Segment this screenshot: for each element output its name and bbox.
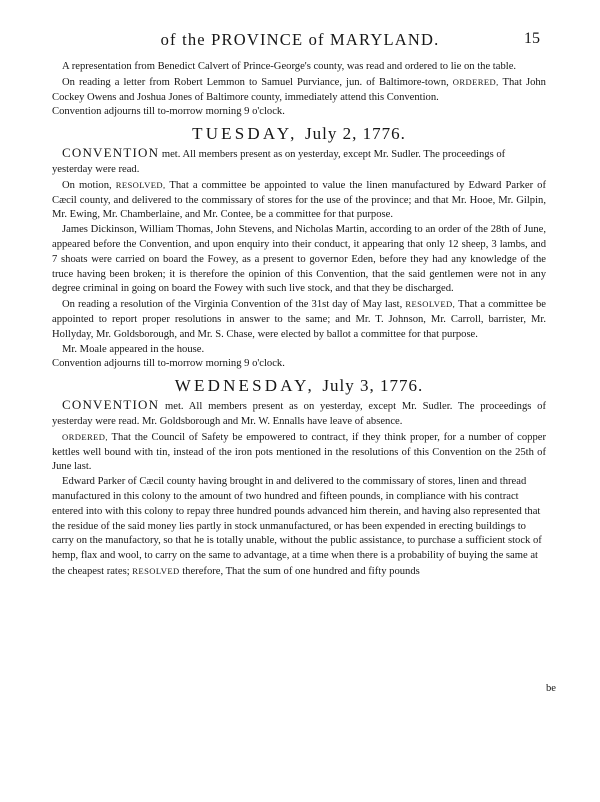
paragraph <box>52 475 546 580</box>
keyword: RESOLVED <box>132 565 180 576</box>
text-run: That a committee be appointed to report proper resolutions in answer to the same; and Mr. T. Johnson, Mr. Carroll, barrister, Mr. Hollyday, Mr. Goldsborough, and Mr. S. Chase, were elected by ballot a committee for that purpose. <box>52 299 547 340</box>
convention-word: CONVENTION <box>62 145 160 161</box>
text-run: On reading a letter from Robert Lemmon to Samuel Purviance, jun. of Baltimore-town, <box>62 76 453 88</box>
paragraph <box>52 297 546 342</box>
running-title: of the PROVINCE of MARYLAND. <box>160 30 440 49</box>
day-heading <box>52 376 546 396</box>
day-heading-weekday: WEDNESDAY, <box>174 376 315 396</box>
page-header <box>60 30 540 56</box>
paragraph: James Dickinson, William Thomas, John Stevens, and Nicholas Martin, according to an order of the 28th of June, appeared before the Convention, and upon enquiry into their conduct, it appearing that only 12 sheep, 3 lambs, and 7 shoats were carried on board the Fowey, as a present to governor Eden, before they had any knowledge of the truce having been broken; it is therefore the opinion of this Convention, that the said gentlemen were not in any degree criminal in going on board the Fowey with such live stock, and that they be discharged. <box>52 224 546 295</box>
day-heading-date: July 2, 1776. <box>305 124 406 144</box>
adjournment-line: Convention adjourns till to-morrow morning 9 o'clock. <box>52 106 285 118</box>
adjournment-line: Convention adjourns till to-morrow morning 9 o'clock. <box>52 358 285 370</box>
page-number: 15 <box>524 30 540 47</box>
paragraph <box>52 146 546 178</box>
text-run: That the Council of Safety be empowered to contract, if they think proper, for a number of copper kettles well bound with tin, instead of the iron pots mentioned in the resolutions of this Convention on the 25th of June last. <box>52 431 546 473</box>
text-run: That a committee be appointed to value the linen manufactured by Edward Parker of Cæcil county, and delivered to the commissary of stores for the use of the province; and that Mr. Hooe, Mr. Gilpin, Mr. Ewing, Mr. Chamberlaine, and Mr. Contee, be a committee for that purpose. <box>52 179 546 221</box>
paragraph: Mr. Moale appeared in the house. <box>62 343 205 355</box>
paragraph: A representation from Benedict Calvert of Prince-George's county, was read and ordered to lie on the table. <box>62 61 517 72</box>
catchword: be <box>546 683 556 694</box>
paragraph <box>52 430 546 475</box>
text-run: That John Cockey Owens and Joshua Jones of Baltimore county, immediately attend this Convention. <box>52 76 546 103</box>
page-body <box>52 60 546 580</box>
text-run: met. All members present as on yesterday, except Mr. Sudler. The proceedings of yesterday were read. Mr. Goldsborough and Mr. W. Ennalls have leave of absence. <box>52 401 546 427</box>
text-run: On motion, <box>62 179 116 191</box>
paragraph <box>52 398 546 430</box>
keyword: ORDERED, <box>62 431 108 442</box>
text-run: therefore, That the sum of one hundred and fifty pounds <box>179 565 420 577</box>
keyword: RESOLVED, <box>115 179 166 190</box>
paragraph <box>52 75 546 106</box>
text-run: Edward Parker of Cæcil county having brought in and delivered to the commissary of stores, linen and thread manufactured in this colony to the amount of two hundred and fifteen pounds, in compliance with his contract entered into with this colony to repay three hundred pounds advanced him therein, and having also represented that the residue of the said money lies partly in stock unmanufactured, or has been expended in erecting buildings to carry on the manufactory, so that he is totally unable, without the public assistance, to purchase a sufficient stock of hemp, flax and wool, to carry on the same to advantage, at a time when there is a probability of buying the same at the cheapest rates; <box>52 476 542 577</box>
convention-word: CONVENTION <box>62 397 160 413</box>
day-heading-weekday: TUESDAY, <box>192 124 298 144</box>
day-heading-date: July 3, 1776. <box>322 376 424 396</box>
day-heading <box>52 124 546 144</box>
keyword: RESOLVED, <box>405 299 456 310</box>
paragraph <box>52 178 546 223</box>
text-run: On reading a resolution of the Virginia Convention of the 31st day of May last, <box>62 299 406 311</box>
keyword: ORDERED, <box>452 76 499 87</box>
text-run: met. All members present as on yesterday, except Mr. Sudler. The proceedings of yesterday were read. <box>52 149 506 175</box>
